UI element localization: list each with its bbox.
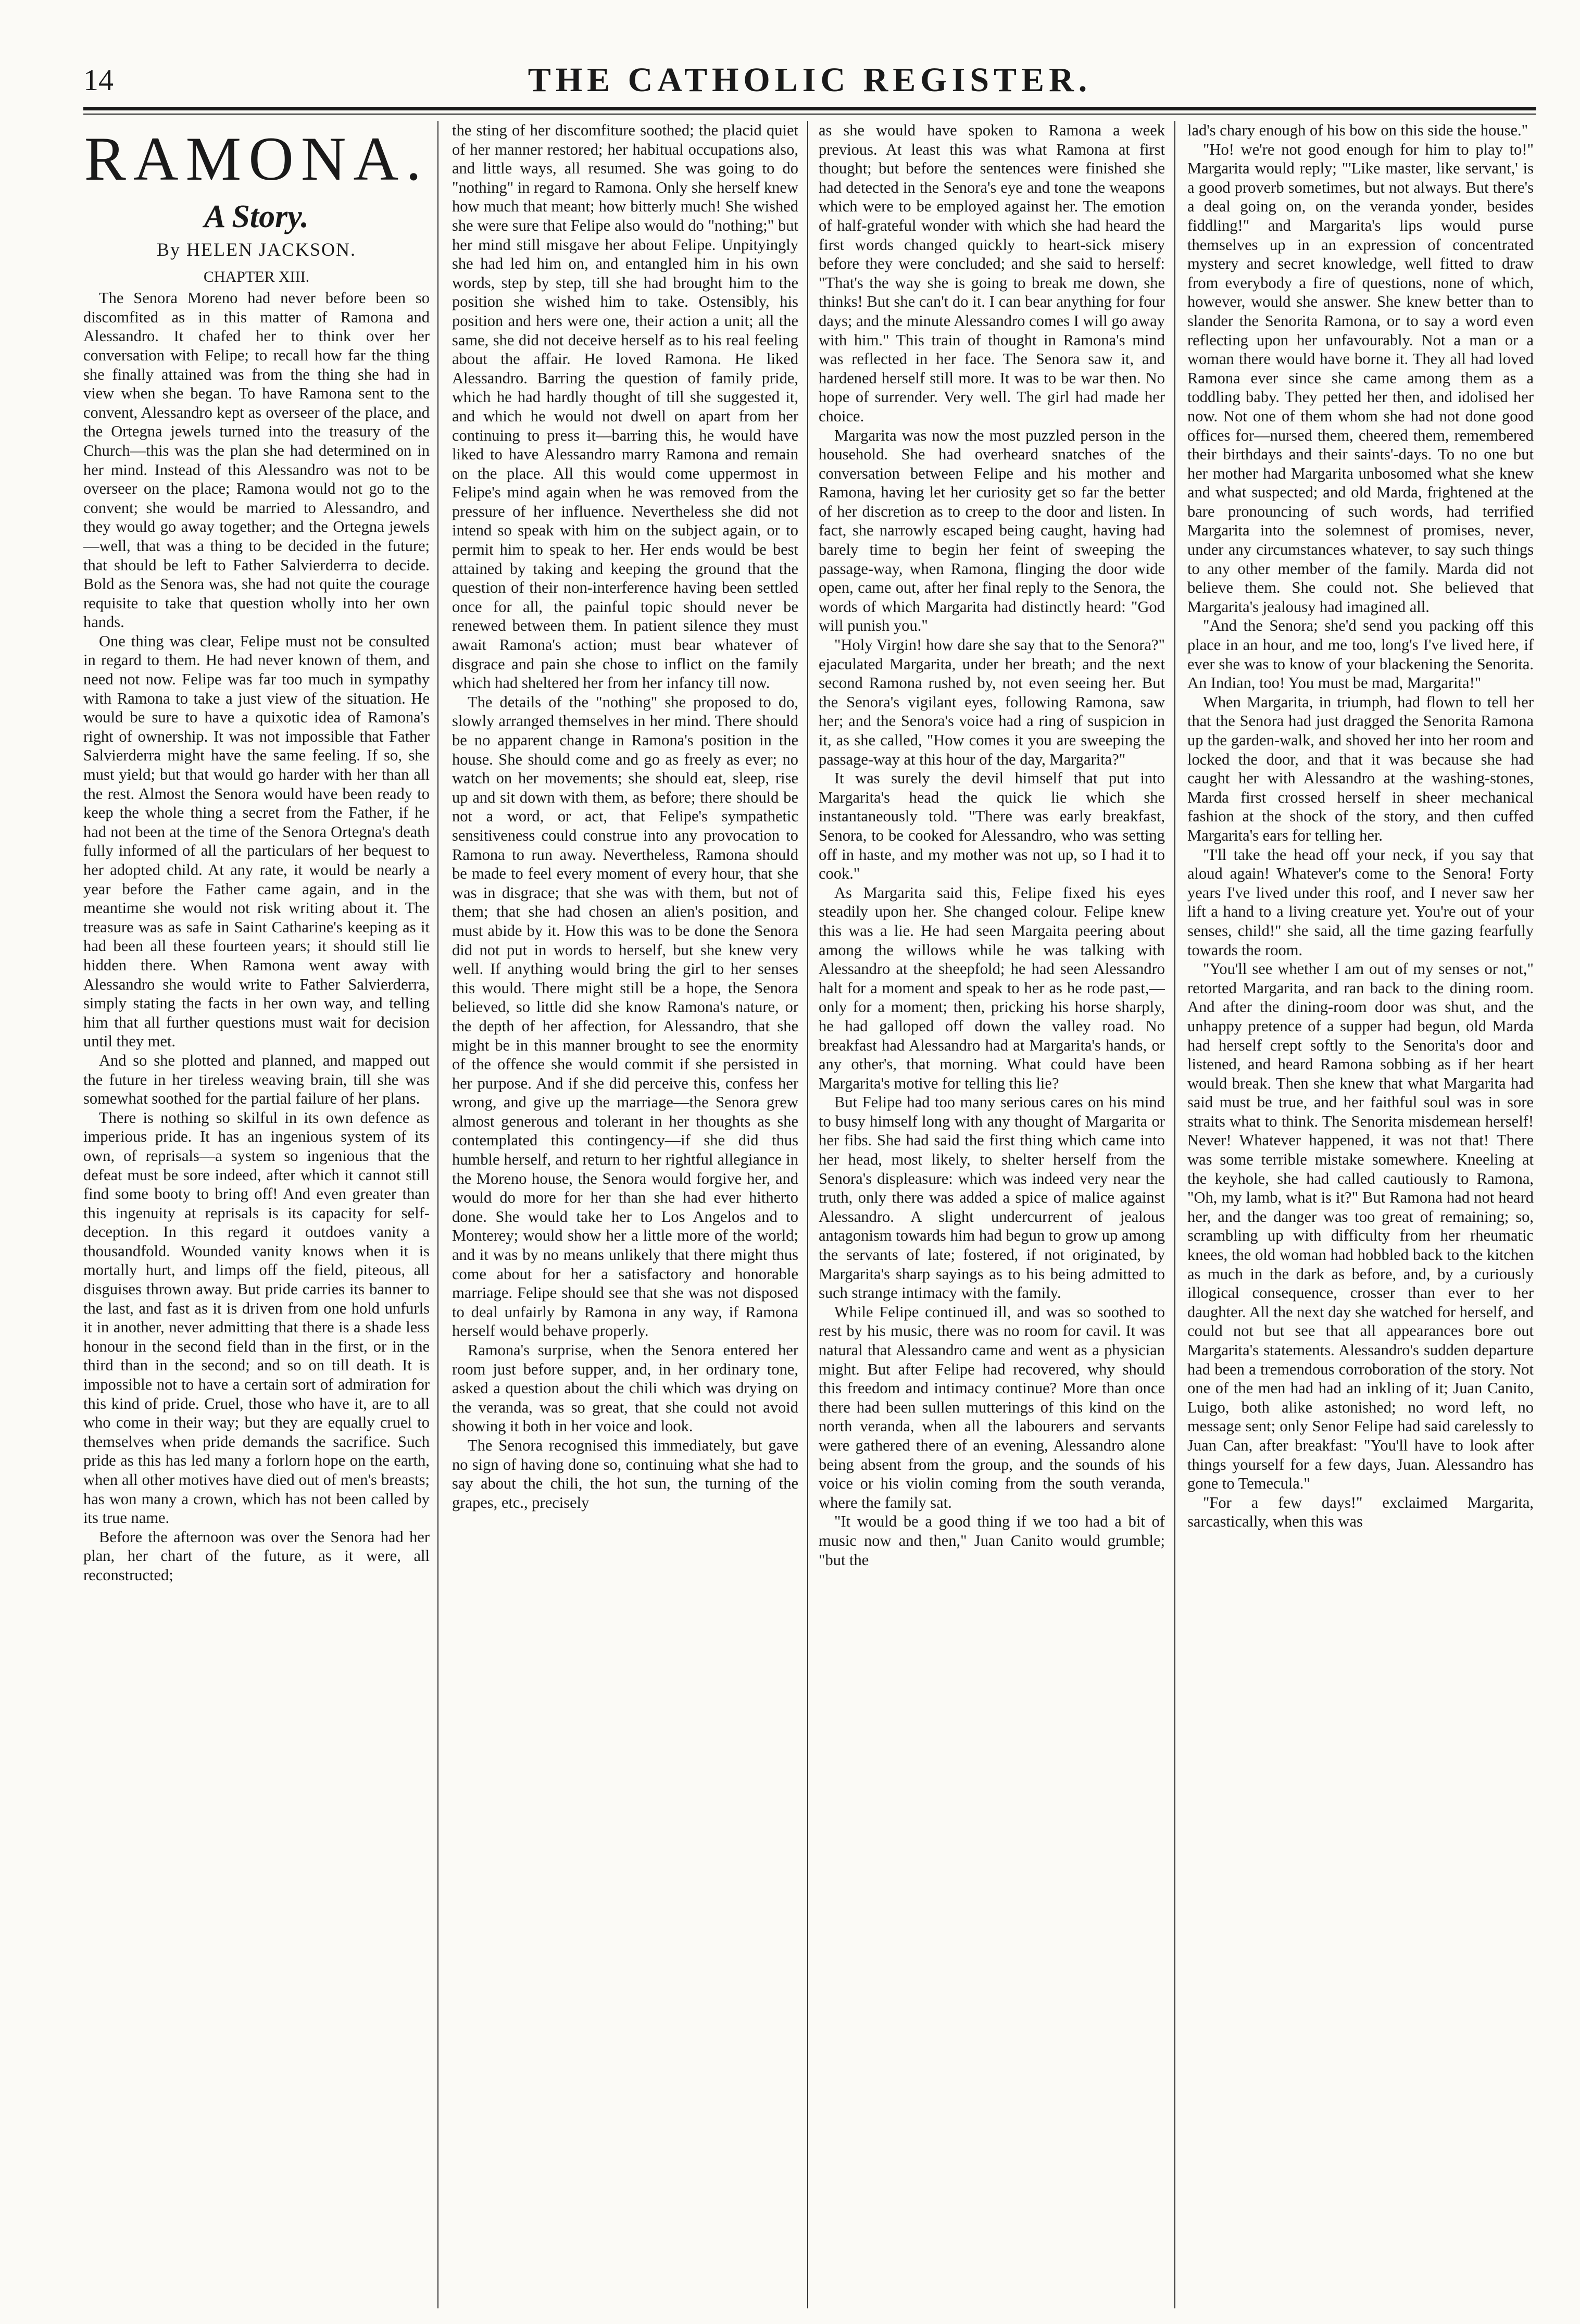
column-3 [819, 121, 1165, 2308]
column-1 [83, 121, 430, 2308]
byline: By HELEN JACKSON. [156, 239, 356, 260]
column-divider [437, 121, 438, 2308]
paragraph: But Felipe had too many serious cares on his mind to busy himself long with any thought of Margarita or her fibs. She had said the first thing which came into her head, most likely, to shelter herself from the Senora's displeasure: which was indeed very near the truth, only there was added a spice of malice against Alessandro. A slight undercurrent of jealous antagonism towards him had begun to grow up among the servants of late; fostered, if not originated, by Margarita's sharp sayings as to his being admitted to such strange intimacy with the family. [819, 1093, 1165, 1302]
paragraph: "It would be a good thing if we too had a bit of music now and then," Juan Canito would grumble; "but the [819, 1513, 1165, 1569]
paragraph: "And the Senora; she'd send you packing off this place in an hour, and me too, long's I've lived here, if ever she was to know of your blackening the Senorita. An Indian, too! You must be mad, Margarita!" [1187, 617, 1534, 692]
paragraph: the sting of her discomfiture soothed; the placid quiet of her manner restored; her habitual occupations also, and little ways, all resumed. She was going to do "nothing" in regard to Ramona. Only she herself knew how much that meant; how bitterly much! She wished she were sure that Felipe also would do "nothing;" but her mind still misgave her about Felipe. Unpityingly she had led him on, and entangled him in his own words, step by step, till she had brought him to the position she wished him to take. Ostensibly, his position and hers were one, their action a unit; all the same, she did not deceive herself as to his real feeling about the affair. He loved Ramona. He liked Alessandro. Barring the question of family pride, which he had hardly thought of till she suggested it, and which he would not dwell on apart from her continuing to press it—barring this, he would have liked to have Alessandro marry Ramona and remain on the place. All this would come uppermost in Felipe's mind again when he was removed from the pressure of her influence. Nevertheless she did not intend so speak with him on the subject again, or to permit him to speak to her. Her ends would be best attained by taking and keeping the ground that the question of their non-interference having been settled once for all, the painful topic should never be renewed between them. In patient silence they must await Ramona's action; must bear whatever of disgrace and pain she chose to inflict on the family which had sheltered her from her infancy till now. [452, 121, 798, 692]
newspaper-title: THE CATHOLIC REGISTER. [528, 61, 1092, 99]
paragraph: "Ho! we're not good enough for him to play to!" Margarita would reply; "'Like master, like servant,' is a good proverb sometimes, but not always. But there's a deal going on, on the veranda yonder, besides fiddling!" and Margarita's lips would purse themselves up in an expression of concentrated mystery and secret knowledge, well fitted to draw from everybody a fire of questions, none of which, however, would she answer. She knew better than to slander the Senorita Ramona, or to say a word even reflecting upon her unfavourably. Not a man or a woman there would have borne it. They all had loved Ramona ever since she came among them as a toddling baby. They petted her then, and idolised her now. Not one of them whom she had not done good offices for—nursed them, cheered them, remembered their birthdays and their saints'-days. To no one but her mother had Margarita unbosomed what she knew and what suspected; and old Marda, frightened at the bare pronouncing of such words, had terrified Margarita into the solemnest of promises, never, under any circumstances whatever, to say such things to any other member of the family. Marda did not believe them. She could not. She believed that Margarita's jealousy had imagined all. [1187, 140, 1534, 616]
article-columns [83, 121, 1536, 2308]
story-subtitle: A Story. [204, 199, 309, 234]
story-title: RAMONA. [84, 124, 429, 193]
masthead-rule-thin [83, 114, 1536, 115]
paragraph: "I'll take the head off your neck, if you say that aloud again! Whatever's come to the Senora! Forty years I've lived under this roof, and I never saw her lift a hand to a living creature yet. You're out of your senses, child!" she said, all the time gazing fearfully towards the room. [1187, 845, 1534, 959]
paragraph: The Senora recognised this immediately, but gave no sign of having done so, continuing what she had to say about the chili, the hot sun, the turning of the grapes, etc., precisely [452, 1436, 798, 1511]
column-4 [1187, 121, 1534, 2308]
paragraph: "Holy Virgin! how dare she say that to the Senora?" ejaculated Margarita, under her breath; and the next second Ramona rushed by, not even seeing her. But the Senora's vigilant eyes, following Ramona, saw her; and the Senora's voice had a ring of suspicion in it, as she called, "How comes it you are sweeping the passage-way at this hour of the day, Margarita?" [819, 636, 1165, 768]
paragraph: Margarita was now the most puzzled person in the household. She had overheard snatches of the conversation between Felipe and his mother and Ramona, having let her curiosity get so far the better of her discretion as to creep to the door and listen. In fact, she narrowly escaped being caught, having had barely time to begin her feint of sweeping the passage-way, when Ramona, flinging the door wide open, came out, after her final reply to the Senora, the words of which Margarita had distinctly heard: "God will punish you." [819, 426, 1165, 635]
column-2 [452, 121, 798, 2308]
paragraph: lad's chary enough of his bow on this side the house." [1187, 121, 1528, 139]
paragraph: as she would have spoken to Ramona a week previous. At least this was what Ramona at first thought; but before the sentences were finished she had detected in the Senora's eye and tone the weapons which were to be employed against her. The emotion of half-grateful wonder with which she had heard the first words changed quickly to heart-sick misery before they were concluded; and she said to herself: "That's the way she is going to break me down, she thinks! But she can't do it. I can bear anything for four days; and the minute Alessandro comes I will go away with him." This train of thought in Ramona's mind was reflected in her face. The Senora saw it, and hardened herself still more. It was to be war then. No hope of surrender. Very well. The girl had made her choice. [819, 121, 1165, 425]
paragraph: Before the afternoon was over the Senora had her plan, her chart of the future, as it were, all reconstructed; [83, 1528, 430, 1584]
page-number: 14 [83, 63, 114, 97]
paragraph: When Margarita, in triumph, had flown to tell her that the Senora had just dragged the Senorita Ramona up the garden-walk, and shoved her into her room and locked the door, and that it was because she had caught her with Alessandro at the washing-stones, Marda first crossed herself in sheer mechanical fashion at the shock of the story, and then cuffed Margarita's ears for telling her. [1187, 693, 1534, 844]
paragraph: The details of the "nothing" she proposed to do, slowly arranged themselves in her mind. There should be no apparent change in Ramona's position in the house. She should come and go as freely as ever; no watch on her movements; she should eat, sleep, rise up and sit down with them, as before; there should be not a word, or act, that Felipe's sympathetic sensitiveness could construe into any provocation to Ramona to run away. Nevertheless, Ramona should be made to feel every moment of every hour, that she was in disgrace; that she was with them, but not of them; that she had chosen an alien's position, and must abide by it. How this was to be done the Senora did not put in words to herself, but she knew very well. If anything would bring the girl to her senses this would. There might still be a hope, the Senora believed, so little did she know Ramona's nature, or the depth of her affection, for Alessandro, that she might be in this manner brought to see the enormity of the offence she would commit if she persisted in her purpose. And if she did perceive this, confess her wrong, and give up the marriage—the Senora grew almost generous and tolerant in her thoughts as she contemplated this contingency—if she did thus humble herself, and return to her rightful allegiance in the Moreno house, the Senora would forgive her, and would do more for her than she had ever hitherto done. She would take her to Los Angelos and to Monterey; would show her a little more of the world; and it was by no means unlikely that there might thus come about for her a satisfactory and honorable marriage. Felipe should see that she was not disposed to deal unfairly by Ramona in any way, if Ramona herself would behave properly. [452, 693, 798, 1340]
paragraph: Ramona's surprise, when the Senora entered her room just before supper, and, in her ordinary tone, asked a question about the chili which was drying on the veranda, was so great, that she could not avoid showing it both in her voice and look. [452, 1341, 798, 1435]
chapter-heading: CHAPTER XIII. [203, 268, 310, 285]
paragraph: "For a few days!" exclaimed Margarita, sarcastically, when this was [1187, 1493, 1534, 1531]
masthead-rule-thick [83, 107, 1536, 110]
paragraph: The Senora Moreno had never before been so discomfited as in this matter of Ramona and Alessandro. It chafed her to think over her conversation with Felipe; to recall how far the thing she finally attained was from the thing she had in view when she began. To have Ramona sent to the convent, Alessandro kept as overseer of the place, and the Ortegna jewels turned into the treasury of the Church—this was the plan she had determined on in her mind. Instead of this Alessandro was not to be overseer on the place; Ramona would not go to the convent; she would be married to Alessandro, and they would go away together; and the Ortegna jewels—well, that was a thing to be decided in the future; that should be left to Father Salvierderra to decide. Bold as the Senora was, she had not quite the courage requisite to take that question wholly into her own hands. [83, 289, 430, 631]
column-divider [1174, 121, 1175, 2308]
paragraph: One thing was clear, Felipe must not be consulted in regard to them. He had never known of them, and need not now. Felipe was far too much in sympathy with Ramona to take a just view of the situation. He would be sure to have a quixotic idea of Ramona's right of ownership. It was not impossible that Father Salvierderra might have the same feeling. If so, she must yield; but that would go harder with her than all the rest. Almost the Senora would have been ready to keep the whole thing a secret from the Father, if he had not been at the time of the Senora Ortegna's death fully informed of all the particulars of her bequest to her adopted child. At any rate, it would be nearly a year before the Father came again, and in the meantime she would not risk writing about it. The treasure was as safe in Saint Catharine's keeping as it had been all these fourteen years; it should still lie hidden there. When Ramona went away with Alessandro she would write to Father Salvierderra, simply stating the facts in her own way, and telling him that all further questions must wait for decision until they met. [83, 632, 430, 1051]
paragraph: There is nothing so skilful in its own defence as imperious pride. It has an ingenious system of its own, of reprisals—a system so ingenious that the defeat must be sore indeed, after which it cannot still find some booty to bring off! And even greater than this ingenuity at reprisals is its capacity for self-deception. In this regard it outdoes vanity a thousandfold. Wounded vanity knows when it is mortally hurt, and limps off the field, piteous, all disguises thrown away. But pride carries its banner to the last, and fast as it is driven from one hold unfurls it in another, never admitting that there is a shade less honour in the second field than in the first, or in the third than in the second; and so on till death. It is impossible not to have a certain sort of admiration for this kind of pride. Cruel, those who have it, are to all who come in their way; but they are equally cruel to themselves when pride demands the sacrifice. Such pride as this has led many a forlorn hope on the earth, when all other motives have died out of men's breasts; has won many a crown, which has not been called by its true name. [83, 1108, 430, 1527]
masthead [83, 57, 1536, 115]
paragraph: As Margarita said this, Felipe fixed his eyes steadily upon her. She changed colour. Felipe knew this was a lie. He had seen Margaita peering about among the willows while he was talking with Alessandro at the sheepfold; he had seen Alessandro halt for a moment and speak to her as he rode past,—only for a moment; then, pricking his horse sharply, he had galloped off down the valley road. No breakfast had Alessandro had at Margarita's hands, or any other's, that morning. What could have been Margarita's motive for telling this lie? [819, 883, 1165, 1092]
paragraph: "You'll see whether I am out of my senses or not," retorted Margarita, and ran back to the dining room. And after the dining-room door was shut, and the unhappy pretence of a supper had begun, old Marda had herself crept softly to the Senorita's door and listened, and heard Ramona sobbing as if her heart would break. Then she knew that what Margarita had said must be true, and her faithful soul was in sore straits what to think. The Senorita misdemean herself! Never! Whatever happened, it was not that! There was some terrible mistake somewhere. Kneeling at the keyhole, she had called cautiously to Ramona, "Oh, my lamb, what is it?" But Ramona had not heard her, and the danger was too great of remaining; so, scrambling up with difficulty from her rheumatic knees, the old woman had hobbled back to the kitchen as much in the dark as before, and, by a curiously illogical consequence, crosser than ever to her daughter. All the next day she watched for herself, and could not but see that all appearances bore out Margarita's statements. Alessandro's sudden departure had been a tremendous corroboration of the story. Not one of the men had had an inkling of it; Juan Canito, Luigo, both alike astonished; no word left, no message sent; only Senor Felipe had said carelessly to Juan Can, after breakfast: "You'll have to look after things yourself for a few days, Juan. Alessandro has gone to Temecula." [1187, 960, 1534, 1493]
paragraph: While Felipe continued ill, and was so soothed to rest by his music, there was no room for cavil. It was natural that Alessandro came and went as a physician might. But after Felipe had recovered, why should this freedom and intimacy continue? More than once there had been sullen mutterings of this kind on the north veranda, when all the labourers and servants were gathered there of an evening, Alessandro alone being absent from the group, and the sounds of his voice or his violin coming from the south veranda, where the family sat. [819, 1303, 1165, 1511]
paragraph: And so she plotted and planned, and mapped out the future in her tireless weaving brain, till she was somewhat soothed for the partial failure of her plans. [83, 1051, 430, 1108]
paragraph: It was surely the devil himself that put into Margarita's head the quick lie which she instantaneously told. "There was early breakfast, Senora, to be cooked for Alessandro, who was setting off in haste, and my mother was not up, so I had it to cook." [819, 769, 1165, 883]
column-divider [807, 121, 808, 2308]
